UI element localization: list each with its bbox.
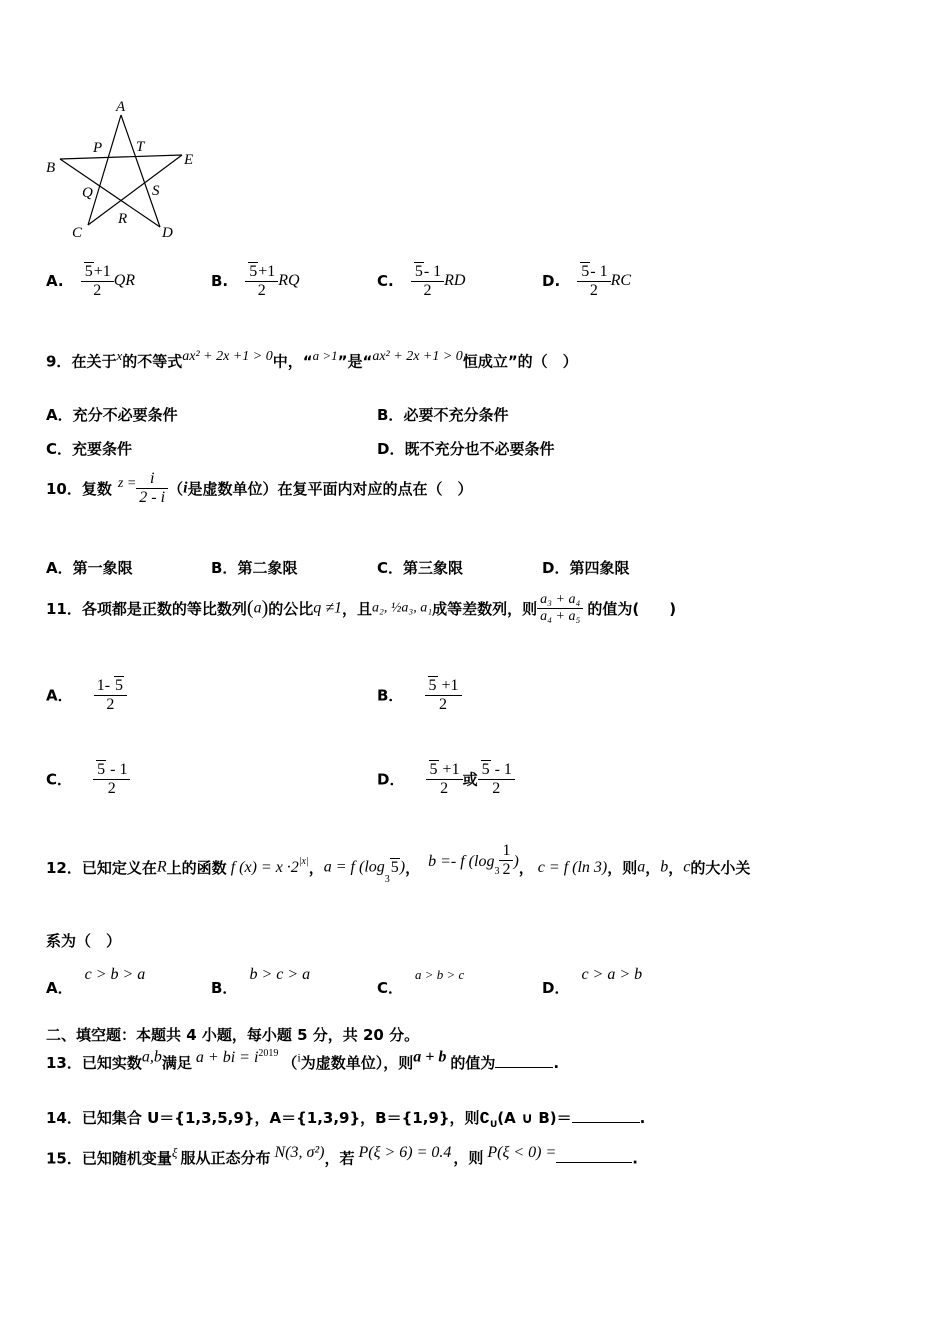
question-12: 12．已知定义在R上的函数 f $(x) = x \cdot 2^{|x|}$，a = f $(\log_35)$， b =- f (log3 $\frac{1}{2}$ )， c = f (ln 3)，则a，b，c的大小关 bbox=[46, 842, 751, 885]
question-15: 15．已知随机变量$^\xi$ 服从正态分布 N(3, σ²)，若 P(ξ > 6) = 0.4 ，则 P(ξ < 0) = . bbox=[46, 1144, 638, 1168]
label-D: D bbox=[162, 225, 173, 241]
label-C: C bbox=[72, 225, 83, 241]
q9-option-c[interactable]: C．充要条件 bbox=[46, 440, 133, 458]
question-14: 14．已知集合 U＝{1,3,5,9}，A＝{1,3,9}，B＝{1,9}，则$∁_U(A$ ∪ B)＝ . bbox=[46, 1109, 646, 1131]
q12-option-c[interactable]: C．a > b > c bbox=[377, 967, 465, 997]
q12-option-d[interactable]: D．c > a > b bbox=[542, 966, 643, 997]
q10-option-b[interactable]: B．第二象限 bbox=[211, 559, 298, 577]
q11-option-a[interactable]: A． $\frac{1- 5}{2}$ bbox=[46, 676, 127, 714]
question-12-cont: 系为（ ） bbox=[46, 932, 122, 950]
label-B: B bbox=[46, 160, 56, 176]
option-letter: C. bbox=[377, 272, 394, 290]
option-vector: RC bbox=[610, 272, 632, 289]
q8-option-b[interactable] bbox=[211, 262, 300, 300]
option-letter: A. bbox=[46, 272, 64, 290]
label-P: P bbox=[93, 140, 103, 156]
question-10: 10．复数 z = $\frac{i}{2 - i}$ （i是虚数单位）在复平面内对应的点在（ ） bbox=[46, 470, 473, 506]
label-E: E bbox=[184, 152, 194, 168]
option-vector: QR bbox=[113, 272, 136, 289]
edge-A-C bbox=[88, 115, 121, 225]
label-A: A bbox=[116, 99, 126, 115]
label-Q: Q bbox=[82, 185, 93, 201]
edge-C-E bbox=[88, 155, 182, 225]
answer-blank[interactable] bbox=[556, 1162, 632, 1163]
q11-option-c[interactable]: C． $\frac{5 - 1}{2}$ bbox=[46, 760, 130, 798]
q9-option-b[interactable]: B．必要不充分条件 bbox=[377, 406, 509, 424]
answer-blank[interactable] bbox=[572, 1122, 640, 1123]
option-fraction: $\frac{5+1}{2}$ bbox=[245, 262, 278, 300]
answer-blank[interactable] bbox=[495, 1067, 553, 1068]
option-vector: RD bbox=[444, 272, 466, 289]
edge-B-D bbox=[60, 159, 160, 227]
q11-option-b[interactable]: B． $\frac{5 +1}{2}$ bbox=[377, 676, 462, 714]
label-S: S bbox=[152, 183, 160, 199]
q12-option-a[interactable]: A．c > b > a bbox=[46, 966, 146, 997]
section-2-title: 二、填空题：本题共 4 小题，每小题 5 分，共 20 分。 bbox=[46, 1026, 420, 1044]
label-R: R bbox=[118, 211, 128, 227]
star-figure bbox=[40, 95, 210, 245]
q8-option-a[interactable] bbox=[46, 262, 135, 300]
star-diagram bbox=[40, 95, 210, 245]
option-vector: RQ bbox=[278, 272, 300, 289]
question-11: 11．各项都是正数的等比数列(a)的公比q ≠1，且a₂, ½a₃, a₁成等差数列，则 $\frac{\text{a₃ + a₄}}{\text{a₄ + a₅}}$ 的值为( ) bbox=[46, 592, 677, 624]
q12-option-b[interactable]: B．b > c > a bbox=[211, 966, 311, 997]
option-letter: B. bbox=[211, 272, 229, 290]
q8-option-d[interactable] bbox=[542, 262, 631, 300]
option-fraction: $\frac{5- 1}{2}$ bbox=[411, 262, 444, 300]
label-T: T bbox=[136, 139, 145, 155]
option-fraction: $\frac{5+1}{2}$ bbox=[81, 262, 114, 300]
q10-option-a[interactable]: A．第一象限 bbox=[46, 559, 133, 577]
q9-option-d[interactable]: D．既不充分也不必要条件 bbox=[377, 440, 555, 458]
option-letter: D. bbox=[542, 272, 561, 290]
q10-option-c[interactable]: C．第三象限 bbox=[377, 559, 464, 577]
edge-B-E bbox=[60, 155, 182, 159]
option-fraction: $\frac{5- 1}{2}$ bbox=[577, 262, 610, 300]
q11-option-d[interactable]: D． $\frac{5 +1}{2}$ 或 $\frac{5 - 1}{2}$ bbox=[377, 760, 515, 798]
question-13: 13．已知实数a,b满足 a + bi = $i^{2019}(^i$为虚数单位），则a + b 的值为 . bbox=[46, 1048, 560, 1072]
q10-option-d[interactable]: D．第四象限 bbox=[542, 559, 630, 577]
q8-option-c[interactable] bbox=[377, 262, 465, 300]
question-9: 9．在关于$^x$的不等式ax² + 2x +1 > 0中，“$^{a >1}$”是“ax² + 2x +1 > 0恒成立”的（ ） bbox=[46, 348, 578, 371]
q9-option-a[interactable]: A．充分不必要条件 bbox=[46, 406, 178, 424]
